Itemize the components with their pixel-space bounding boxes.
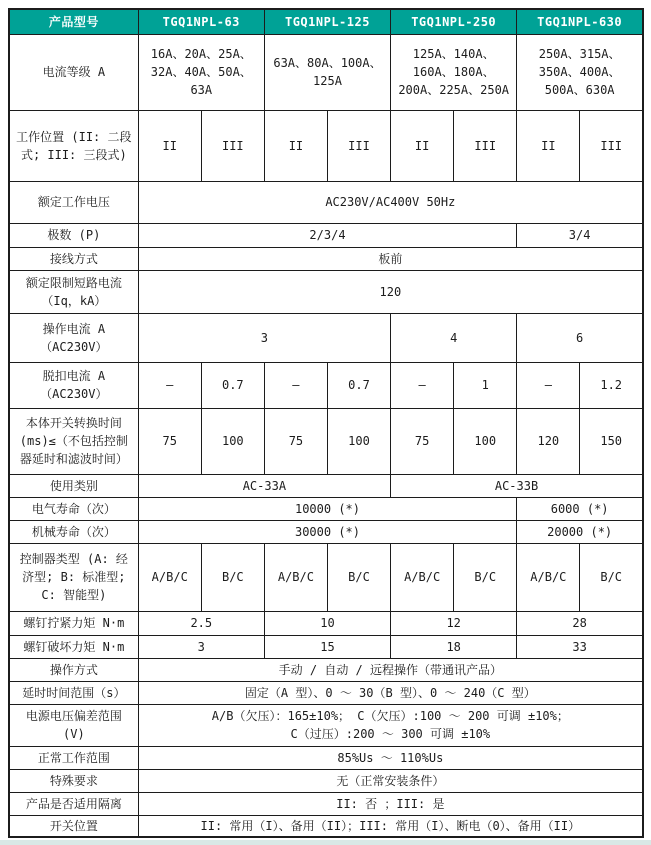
row-rated-voltage [9,181,643,223]
cell-work-position-1: II [138,110,201,181]
row-tightening-torque [9,611,643,635]
cell-op-current-group2: 4 [391,313,517,362]
row-label-transfer-time: 本体开关转换时间(ms)≤（不包括控制器延时和滤波时间） [9,408,138,474]
cell-tightening-torque-63: 2.5 [138,611,264,635]
cell-short-circuit: 120 [138,270,643,313]
row-isolation [9,792,643,815]
row-op-current [9,313,643,362]
cell-current-rating-125: 63A、80A、100A、125A [264,34,390,110]
row-short-circuit [9,270,643,313]
row-label-switch-position: 开关位置 [9,815,138,837]
cell-work-position-5: II [391,110,454,181]
cell-controller-type-6: B/C [454,543,517,611]
row-label-poles: 极数 (P) [9,223,138,247]
cell-trip-current-6: 1 [454,362,517,408]
cell-work-position-6: III [454,110,517,181]
cell-tightening-torque-250: 12 [391,611,517,635]
row-label-electrical-life: 电气寿命（次） [9,497,138,520]
cell-work-position-4: III [327,110,390,181]
column-header-model-630: TGQ1NPL-630 [517,9,643,34]
row-usage-category [9,474,643,497]
cell-work-position-3: II [264,110,327,181]
cell-transfer-time-2: 100 [201,408,264,474]
cell-controller-type-3: A/B/C [264,543,327,611]
row-normal-range [9,746,643,769]
column-header-model-63: TGQ1NPL-63 [138,9,264,34]
cell-trip-current-5: – [391,362,454,408]
cell-special-req: 无（正常安装条件） [138,769,643,792]
cell-transfer-time-6: 100 [454,408,517,474]
row-switch-position [9,815,643,837]
row-breaking-torque [9,635,643,658]
row-label-delay-range: 延时时间范围（s） [9,681,138,704]
cell-op-current-group3: 6 [517,313,643,362]
row-label-op-current: 操作电流 A（AC230V） [9,313,138,362]
row-label-trip-current: 脱扣电流 A（AC230V） [9,362,138,408]
cell-controller-type-7: A/B/C [517,543,580,611]
cell-mechanical-life-group1: 30000 (*) [138,520,517,543]
cell-isolation: II: 否 ；III: 是 [138,792,643,815]
cell-poles-group1: 2/3/4 [138,223,517,247]
cell-electrical-life-group2: 6000 (*) [517,497,643,520]
row-label-wiring: 接线方式 [9,247,138,270]
cell-trip-current-8: 1.2 [580,362,643,408]
voltage-deviation-line2: C（过压）:200 ～ 300 可调 ±10% [290,727,491,741]
cell-controller-type-1: A/B/C [138,543,201,611]
row-electrical-life [9,497,643,520]
cell-trip-current-3: – [264,362,327,408]
cell-delay-range: 固定（A 型）、0 ～ 30（B 型）、0 ～ 240（C 型） [138,681,643,704]
cell-tightening-torque-630: 28 [517,611,643,635]
cell-rated-voltage: AC230V/AC400V 50Hz [138,181,643,223]
cell-transfer-time-1: 75 [138,408,201,474]
cell-trip-current-1: – [138,362,201,408]
row-poles [9,223,643,247]
column-header-model-250: TGQ1NPL-250 [391,9,517,34]
cell-electrical-life-group1: 10000 (*) [138,497,517,520]
product-spec-table [8,8,644,838]
cell-usage-category-b: AC-33B [391,474,643,497]
row-controller-type [9,543,643,611]
cell-transfer-time-5: 75 [391,408,454,474]
row-label-rated-voltage: 额定工作电压 [9,181,138,223]
cell-trip-current-2: 0.7 [201,362,264,408]
row-label-normal-range: 正常工作范围 [9,746,138,769]
row-work-position [9,110,643,181]
cell-voltage-deviation [138,704,643,746]
cell-work-position-8: III [580,110,643,181]
cell-operation-mode: 手动 / 自动 / 远程操作（带通讯产品） [138,658,643,681]
row-label-breaking-torque: 螺钉破坏力矩 N·m [9,635,138,658]
cell-switch-position: II: 常用（I）、备用（II）；III: 常用（I）、断电（0）、备用（II） [138,815,643,837]
cell-breaking-torque-125: 15 [264,635,390,658]
cell-trip-current-4: 0.7 [327,362,390,408]
cell-transfer-time-7: 120 [517,408,580,474]
row-mechanical-life [9,520,643,543]
column-header-model-125: TGQ1NPL-125 [264,9,390,34]
cell-transfer-time-3: 75 [264,408,327,474]
cell-controller-type-8: B/C [580,543,643,611]
row-voltage-deviation [9,704,643,746]
table-header-row [9,9,643,34]
row-operation-mode [9,658,643,681]
row-label-usage-category: 使用类别 [9,474,138,497]
row-trip-current [9,362,643,408]
row-label-voltage-deviation: 电源电压偏差范围 (V) [9,704,138,746]
row-label-tightening-torque: 螺钉拧紧力矩 N·m [9,611,138,635]
cell-breaking-torque-63: 3 [138,635,264,658]
cell-controller-type-5: A/B/C [391,543,454,611]
cell-current-rating-630: 250A、315A、350A、400A、500A、630A [517,34,643,110]
cell-controller-type-2: B/C [201,543,264,611]
row-label-controller-type: 控制器类型 (A: 经济型; B: 标准型; C: 智能型) [9,543,138,611]
voltage-deviation-line1: A/B（欠压）：165±10%； C（欠压）:100 ～ 200 可调 ±10%； [211,709,569,723]
cell-usage-category-a: AC-33A [138,474,390,497]
cell-tightening-torque-125: 10 [264,611,390,635]
cell-wiring: 板前 [138,247,643,270]
row-label-short-circuit: 额定限制短路电流（Iq，kA） [9,270,138,313]
cell-current-rating-63: 16A、20A、25A、32A、40A、50A、63A [138,34,264,110]
row-label-operation-mode: 操作方式 [9,658,138,681]
cell-transfer-time-8: 150 [580,408,643,474]
header-product-model-label: 产品型号 [9,9,138,34]
cell-work-position-2: III [201,110,264,181]
row-delay-range [9,681,643,704]
row-label-work-position: 工作位置 (II: 二段式; III: 三段式) [9,110,138,181]
row-label-current-rating: 电流等级 A [9,34,138,110]
cell-poles-group2: 3/4 [517,223,643,247]
cell-mechanical-life-group2: 20000 (*) [517,520,643,543]
cell-normal-range: 85%Us ～ 110%Us [138,746,643,769]
cell-breaking-torque-250: 18 [391,635,517,658]
row-label-mechanical-life: 机械寿命（次） [9,520,138,543]
cell-current-rating-250: 125A、140A、160A、180A、200A、225A、250A [391,34,517,110]
row-transfer-time [9,408,643,474]
cell-transfer-time-4: 100 [327,408,390,474]
cell-op-current-group1: 3 [138,313,390,362]
row-special-req [9,769,643,792]
cell-trip-current-7: – [517,362,580,408]
cell-breaking-torque-630: 33 [517,635,643,658]
row-label-special-req: 特殊要求 [9,769,138,792]
cell-work-position-7: II [517,110,580,181]
cell-controller-type-4: B/C [327,543,390,611]
row-wiring [9,247,643,270]
row-current-rating [9,34,643,110]
row-label-isolation: 产品是否适用隔离 [9,792,138,815]
page-bottom-strip [0,840,651,845]
